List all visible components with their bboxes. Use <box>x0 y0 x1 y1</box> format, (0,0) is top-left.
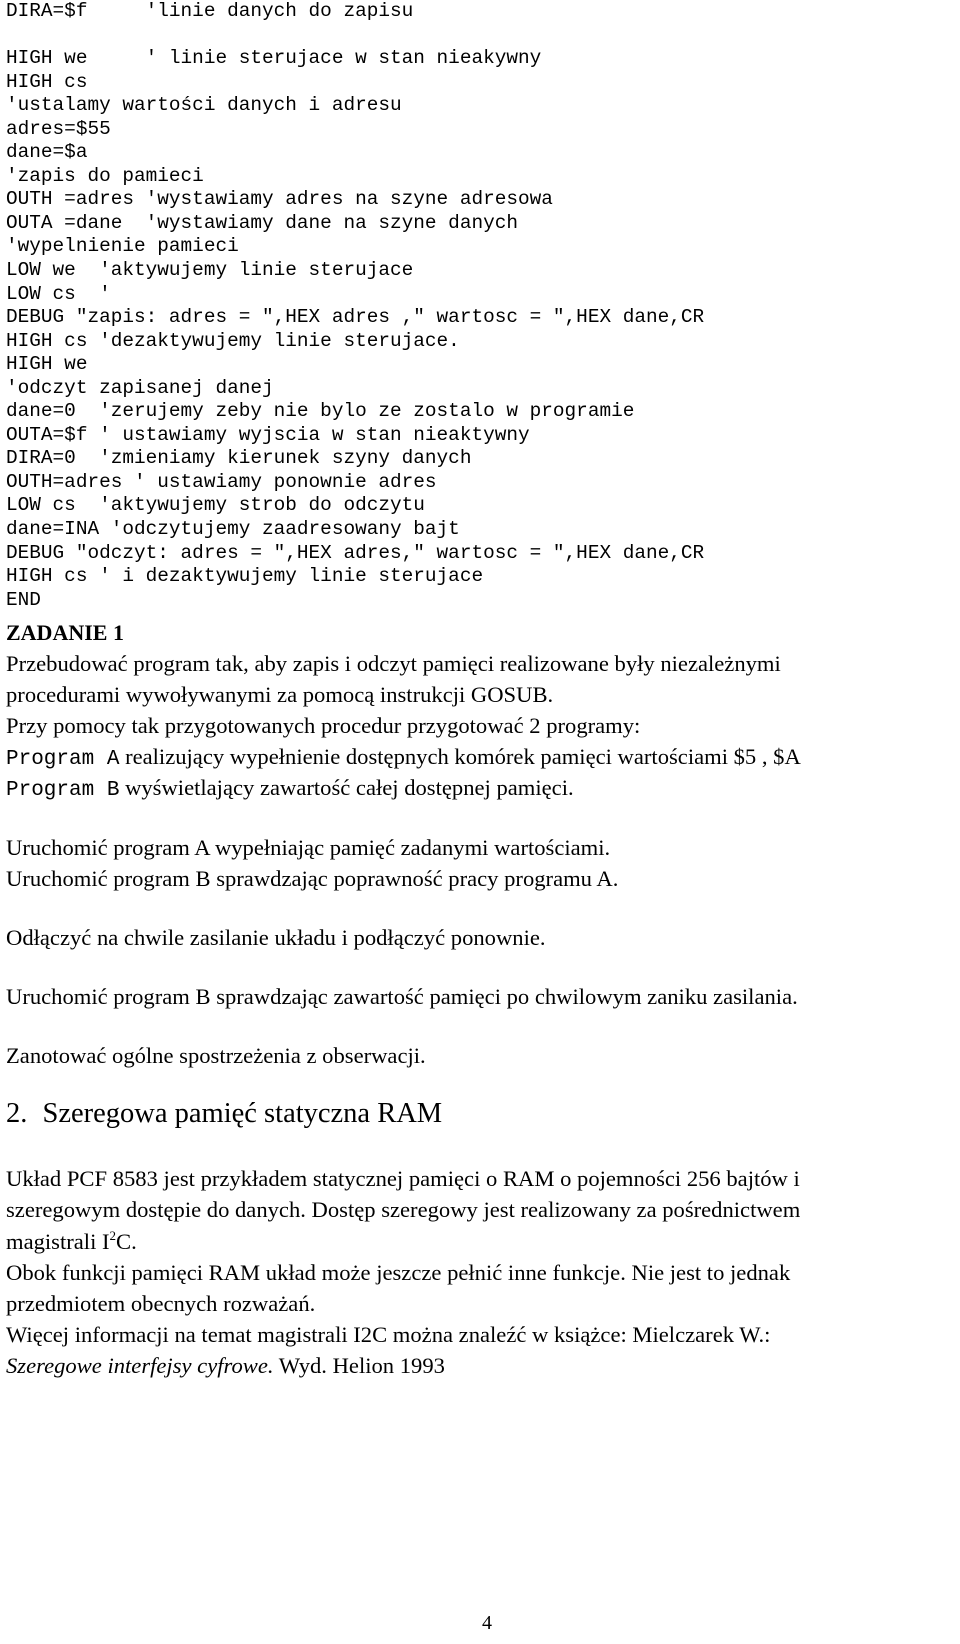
code-line: DEBUG "zapis: adres = ",HEX adres ," wartosc = ",HEX dane,CR <box>6 306 705 329</box>
task-paragraph-line: Przy pomocy tak przygotowanych procedur przygotować 2 programy: <box>6 713 641 738</box>
code-line: HIGH cs <box>6 70 88 93</box>
task-heading: ZADANIE 1 <box>6 620 124 645</box>
section-heading <box>6 1098 442 1130</box>
document-page <box>6 0 956 1634</box>
code-line: dane=0 'zerujemy zeby nie bylo ze zostalo w programie <box>6 400 635 423</box>
program-a-name: Program A <box>6 748 120 771</box>
section-number: 2. <box>6 1098 28 1129</box>
instruction-run-a: Uruchomić program A wypełniając pamięć zadanymi wartościami. <box>6 835 611 860</box>
code-line <box>6 24 956 48</box>
code-line: LOW cs ' <box>6 282 111 305</box>
book-title: Szeregowe interfejsy cyfrowe. <box>6 1353 274 1378</box>
page-number: 4 <box>482 1612 492 1634</box>
code-line: DIRA=$f 'linie danych do zapisu <box>6 0 414 22</box>
code-line: dane=INA 'odczytujemy zaadresowany bajt <box>6 518 460 541</box>
section-paragraph-line: Układ PCF 8583 jest przykładem statycznej pamięci o RAM o pojemności 256 bajtów i <box>6 1166 800 1191</box>
section-paragraph-line: szeregowym dostępie do danych. Dostęp szeregowy jest realizowany za pośrednictwem <box>6 1197 801 1222</box>
code-line: HIGH cs 'dezaktywujemy linie sterujace. <box>6 329 460 352</box>
text-span: C. <box>116 1229 137 1254</box>
code-line: OUTA=$f ' ustawiamy wyjscia w stan nieaktywny <box>6 423 530 446</box>
section-paragraph-line: Więcej informacji na temat magistrali I2C można znaleźć w książce: Mielczarek W.: <box>6 1322 771 1347</box>
section-title: Szeregowa pamięć statyczna RAM <box>42 1098 443 1129</box>
text-span: magistrali I <box>6 1229 110 1254</box>
code-line: DIRA=0 'zmieniamy kierunek szyny danych <box>6 447 472 470</box>
instruction-run-b-after: Uruchomić program B sprawdzając zawartość pamięci po chwilowym zaniku zasilania. <box>6 984 798 1009</box>
code-line: adres=$55 <box>6 117 111 140</box>
program-b-line <box>6 772 574 807</box>
code-line: 'odczyt zapisanej danej <box>6 376 274 399</box>
code-line: OUTH =adres 'wystawiamy adres na szyne adresowa <box>6 188 553 211</box>
program-b-name: Program B <box>6 779 120 802</box>
section-paragraph-line <box>6 1226 137 1258</box>
program-a-line <box>6 741 801 776</box>
publisher: Wyd. Helion 1993 <box>273 1353 445 1378</box>
instruction-run-b: Uruchomić program B sprawdzając poprawność pracy programu A. <box>6 866 619 891</box>
instruction-notes: Zanotować ogólne spostrzeżenia z obserwacji. <box>6 1043 426 1068</box>
superscript: 2 <box>109 1228 117 1243</box>
code-line: 'wypelnienie pamieci <box>6 235 239 258</box>
code-line: HIGH we ' linie sterujace w stan nieakywny <box>6 47 542 70</box>
task-paragraph-line: procedurami wywoływanymi za pomocą instrukcji GOSUB. <box>6 682 554 707</box>
code-line: DEBUG "odczyt: adres = ",HEX adres," wartosc = ",HEX dane,CR <box>6 541 705 564</box>
code-line: OUTA =dane 'wystawiamy dane na szyne danych <box>6 211 518 234</box>
code-line: HIGH cs ' i dezaktywujemy linie sterujace <box>6 565 484 588</box>
code-line: OUTH=adres ' ustawiamy ponownie adres <box>6 470 437 493</box>
code-line: dane=$a <box>6 141 88 164</box>
task-paragraph-line: Przebudować program tak, aby zapis i odczyt pamięci realizowane były niezależnymi <box>6 651 781 676</box>
code-line: 'zapis do pamieci <box>6 164 204 187</box>
program-a-description: realizujący wypełnienie dostępnych komórek pamięci wartościami $5 , $A <box>119 744 801 769</box>
code-line: 'ustalamy wartości danych i adresu <box>6 94 402 117</box>
instruction-disconnect: Odłączyć na chwile zasilanie układu i podłączyć ponownie. <box>6 925 546 950</box>
section-paragraph-line: Obok funkcji pamięci RAM układ może jeszcze pełnić inne funkcje. Nie jest to jednak <box>6 1260 791 1285</box>
code-listing <box>6 0 956 612</box>
section-paragraph-line: przedmiotem obecnych rozważań. <box>6 1291 316 1316</box>
program-b-description: wyświetlający zawartość całej dostępnej pamięci. <box>119 775 574 800</box>
code-line: LOW cs 'aktywujemy strob do odczytu <box>6 494 425 517</box>
reference-line <box>6 1350 445 1382</box>
code-line: HIGH we <box>6 353 88 376</box>
code-line: END <box>6 588 41 611</box>
code-line: LOW we 'aktywujemy linie sterujace <box>6 259 414 282</box>
